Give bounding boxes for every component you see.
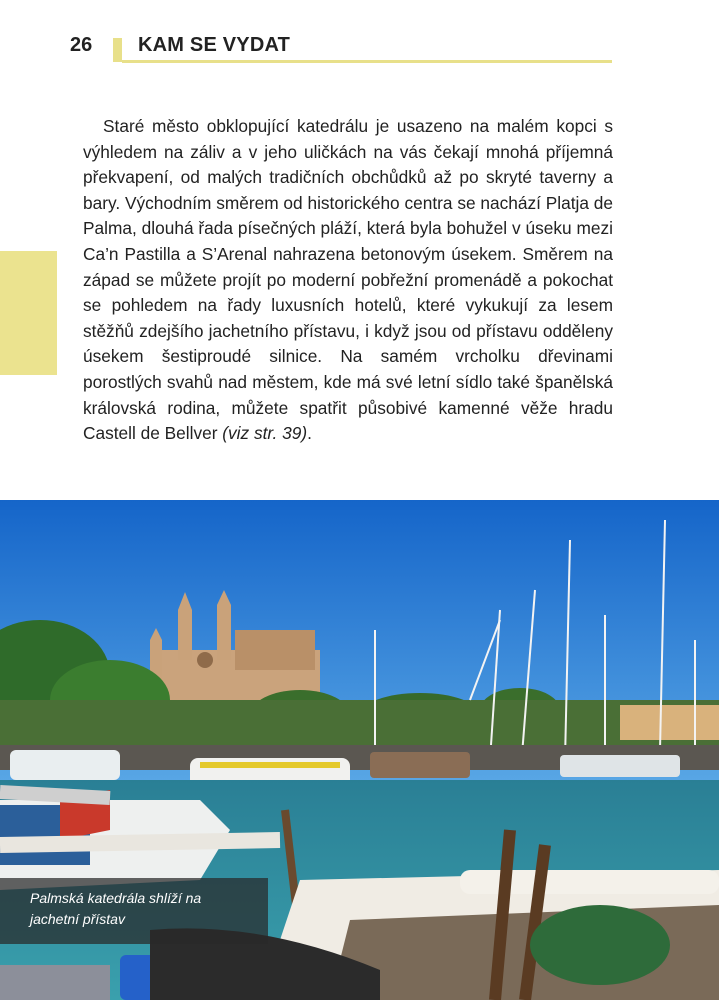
photo-caption (30, 888, 230, 930)
page-number: 26 (70, 34, 93, 56)
header-rule (122, 60, 612, 63)
body-text-end: . (307, 423, 312, 444)
page-header (0, 0, 719, 80)
body-text: Staré město obklopující katedrálu je usazeno na malém kopci s výhledem na záliv a v jeho uličkách na vás čekají mnohá příjemná překvapení, od malých tradičních obchůdků až po skryté taverny a bary. Východním směrem od historického centra se nachází Platja de Palma, dlouhá řada písečných pláží, která byla bohužel v úseku mezi Ca’n Pastilla a S’Arenal nahrazena betonovým úsekem. Směrem na západ se můžete projít po moderní pobřežní promenádě a pokochat se pohledem na řady luxusních hotelů, které vykukují za lesem stěžňů zdejšího jachetního přístavu, i když jsou od přístavu odděleny úsekem šestiproudé silnice. Na samém vrcholku dřevinami porostlých svahů nad městem, kde má své letní sídlo také španělská královská rodina, můžete spatřit působivé kamenné věže hradu Castell de Bellver (83, 116, 613, 444)
header-accent-bar (113, 38, 122, 62)
page-reference: (viz str. 39) (222, 423, 308, 444)
caption-line-2: jachetní přístav (30, 911, 125, 927)
buildings (620, 705, 719, 740)
chapter-title: KAM SE VYDAT (138, 34, 291, 56)
caption-line-1: Palmská katedrála shlíží na (30, 890, 202, 906)
side-tab-marker (0, 251, 57, 375)
body-paragraph (83, 114, 613, 447)
